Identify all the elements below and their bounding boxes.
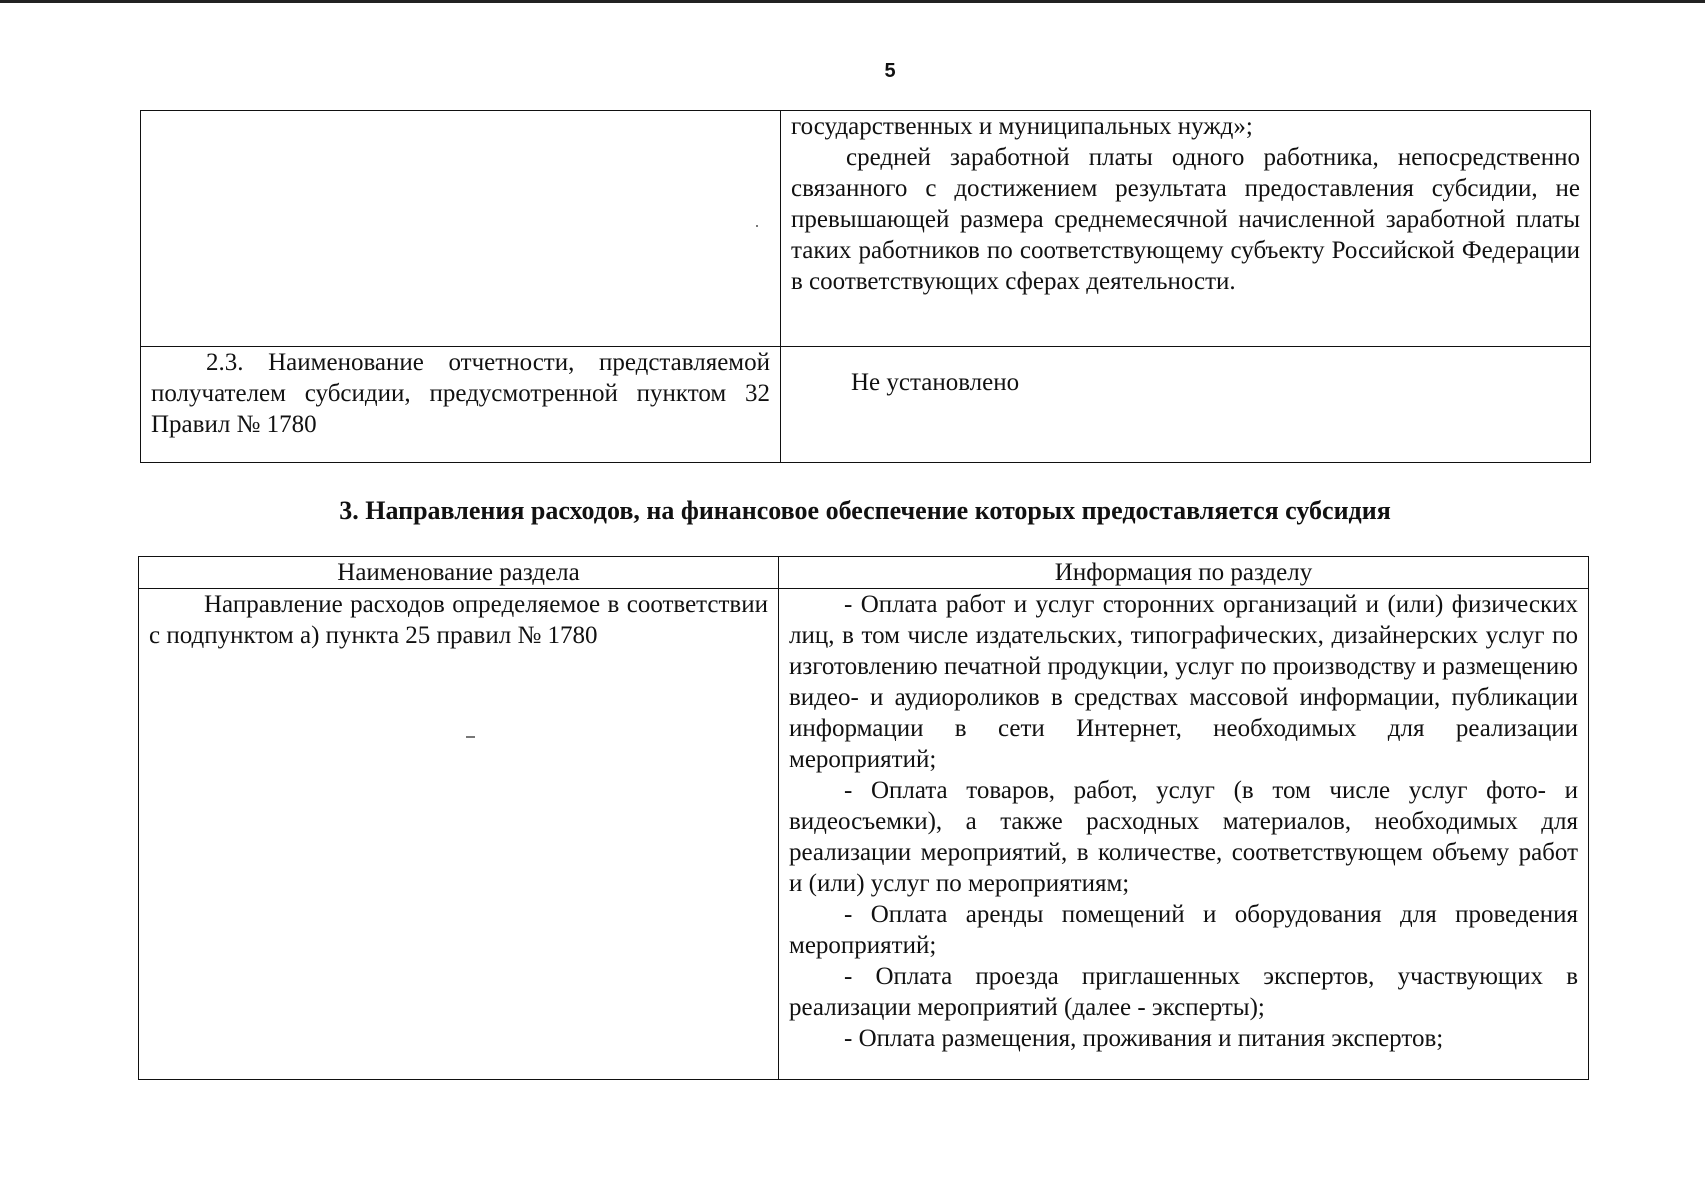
- table-cell-wage-conditions: [781, 111, 1591, 347]
- table-row: [139, 589, 1589, 1080]
- table-header-row: [139, 557, 1589, 589]
- column-header-section-name: Наименование раздела: [139, 557, 779, 589]
- reporting-value-text: Не установлено: [851, 369, 1020, 396]
- expenses-table: [138, 556, 1589, 1080]
- scan-artifact: [466, 736, 475, 738]
- expense-item-travel: - Оплата проезда приглашенных экспертов, участвующих в реализации мероприятий (далее - эксперты);: [789, 963, 1578, 1021]
- expense-item-accommodation: - Оплата размещения, проживания и питания экспертов;: [844, 1025, 1444, 1052]
- scan-artifact: [756, 225, 758, 227]
- table-cell-reporting-value: [781, 347, 1591, 463]
- paragraph-procurement-end: государственных и муниципальных нужд»;: [791, 113, 1253, 140]
- table-cell-reporting-label: [141, 347, 781, 463]
- table-cell-expense-items: [779, 589, 1589, 1080]
- page-number: 5: [884, 60, 896, 82]
- expense-item-goods: - Оплата товаров, работ, услуг (в том числе услуг фото- и видеосъемки), а также расходных материалов, необходимых для реализации мероприятий, в количестве, соответствующем объему работ и (или) услуг по мероприятиям;: [789, 777, 1578, 897]
- expense-item-rent: - Оплата аренды помещений и оборудования для проведения мероприятий;: [789, 901, 1578, 959]
- column-header-section-info: Информация по разделу: [779, 557, 1589, 589]
- table-row: [141, 347, 1591, 463]
- continuation-table: [140, 110, 1591, 463]
- paragraph-average-wage: средней заработной платы одного работника, непосредственно связанного с достижением результата предоставления субсидии, не превышающей размера среднемесячной начисленной заработной платы таких работников по соответствующему субъекту Российской Федерации в соответствующих сферах деятельности.: [791, 144, 1580, 295]
- expense-direction-text: Направление расходов определяемое в соответствии с подпунктом а) пункта 25 правил № 1780: [149, 591, 768, 649]
- table-row: [141, 111, 1591, 347]
- section-3-heading: 3. Направления расходов, на финансовое обеспечение которых предоставляется субсидия: [339, 496, 1391, 525]
- table-cell-empty: [141, 111, 781, 347]
- table-cell-expense-direction: [139, 589, 779, 1080]
- scan-top-edge: [0, 0, 1705, 3]
- expense-item-services: - Оплата работ и услуг сторонних организаций и (или) физических лиц, в том числе издательских, типографических, дизайнерских услуг по изготовлению печатной продукции, услуг по производству и размещению видео- и аудиороликов в средствах массовой информации, публикации информации в сети Интернет, необходимых для реализации мероприятий;: [789, 591, 1578, 773]
- reporting-label-text: 2.3. Наименование отчетности, представляемой получателем субсидии, предусмотренной пунктом 32 Правил № 1780: [151, 349, 770, 438]
